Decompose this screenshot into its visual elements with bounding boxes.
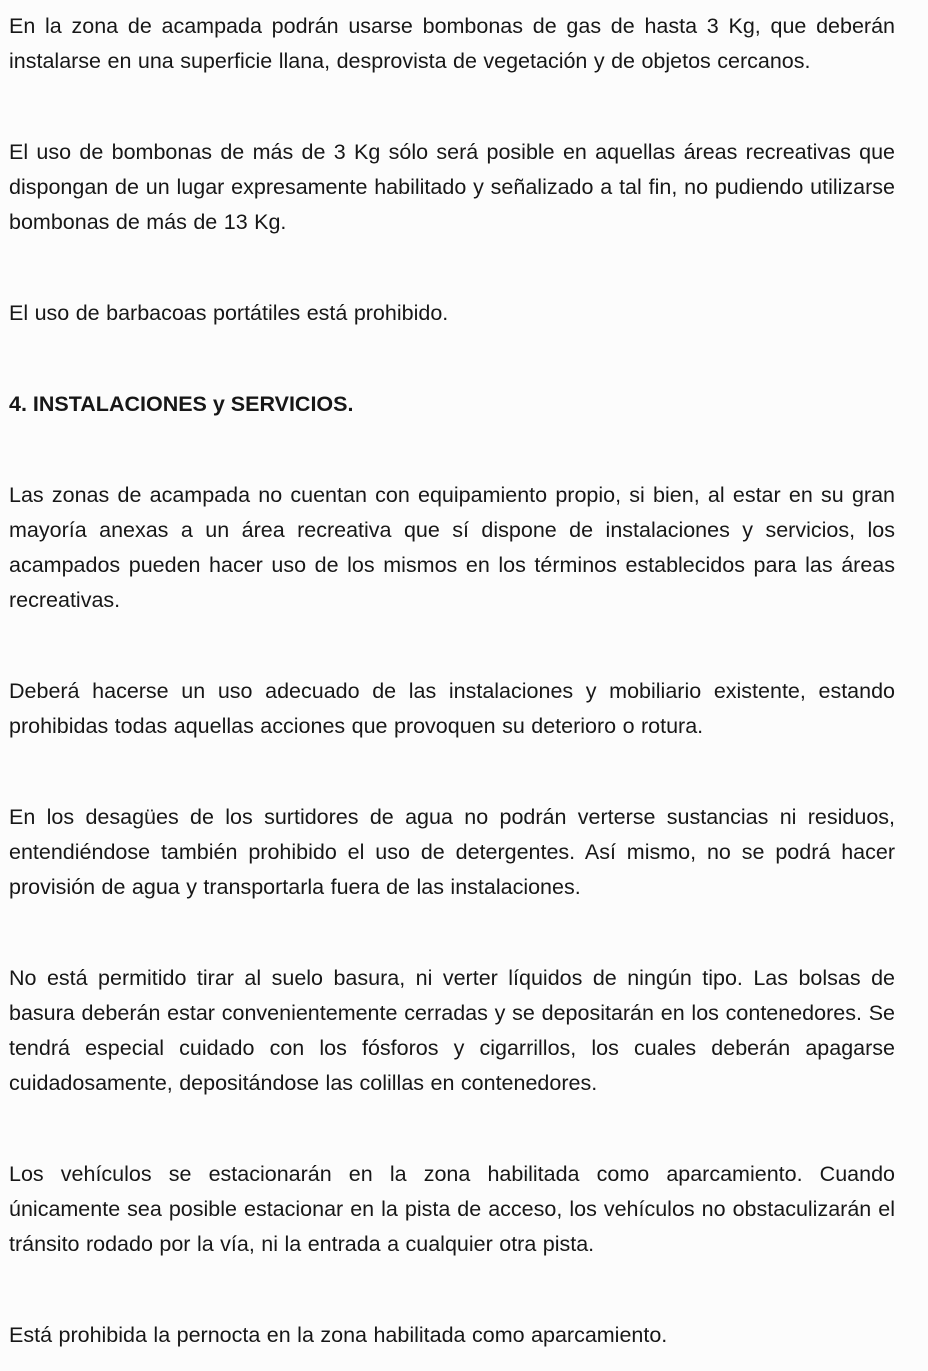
document-body [9,9,895,1353]
paragraph: En la zona de acampada podrán usarse bombonas de gas de hasta 3 Kg, que deberán instalarse en una superficie llana, desprovista de vegetación y de objetos cercanos. [9,14,895,73]
paragraph: Las zonas de acampada no cuentan con equipamiento propio, si bien, al estar en su gran mayoría anexas a un área recreativa que sí dispone de instalaciones y servicios, los acampados pueden hacer uso de los mismos en los términos establecidos para las áreas recreativas. [9,483,895,612]
section-heading: 4. INSTALACIONES y SERVICIOS. [9,392,354,416]
paragraph: No está permitido tirar al suelo basura, ni verter líquidos de ningún tipo. Las bolsas de basura deberán estar convenientemente cerradas y se depositarán en los contenedores. Se tendrá especial cuidado con los fósforos y cigarrillos, los cuales deberán apagarse cuidadosamente, depositándose las colillas en contenedores. [9,966,895,1095]
paragraph: Está prohibida la pernocta en la zona habilitada como aparcamiento. [9,1323,668,1347]
paragraph: Los vehículos se estacionarán en la zona habilitada como aparcamiento. Cuando únicamente sea posible estacionar en la pista de acceso, los vehículos no obstaculizarán el tránsito rodado por la vía, ni la entrada a cualquier otra pista. [9,1162,895,1256]
paragraph: El uso de bombonas de más de 3 Kg sólo será posible en aquellas áreas recreativas que dispongan de un lugar expresamente habilitado y señalizado a tal fin, no pudiendo utilizarse bombonas de más de 13 Kg. [9,140,895,234]
paragraph: Deberá hacerse un uso adecuado de las instalaciones y mobiliario existente, estando prohibidas todas aquellas acciones que provoquen su deterioro o rotura. [9,679,895,738]
paragraph: El uso de barbacoas portátiles está prohibido. [9,301,449,325]
paragraph: En los desagües de los surtidores de agua no podrán verterse sustancias ni residuos, entendiéndose también prohibido el uso de detergentes. Así mismo, no se podrá hacer provisión de agua y transportarla fuera de las instalaciones. [9,805,895,899]
